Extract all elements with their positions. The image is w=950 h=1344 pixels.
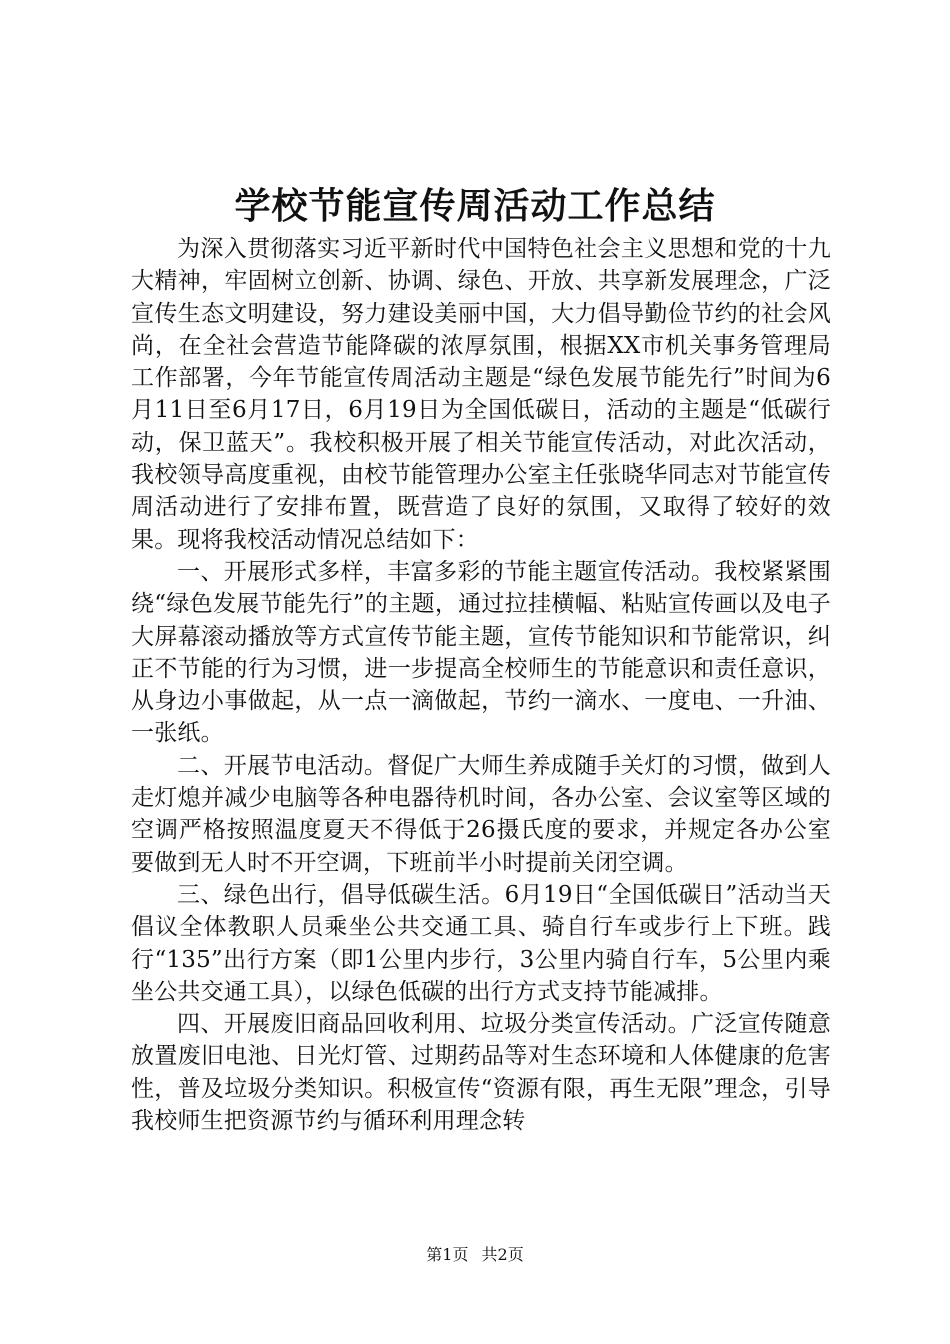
document-body <box>131 233 831 1137</box>
paragraph-section-1: 一、开展形式多样，丰富多彩的节能主题宣传活动。我校紧紧围绕“绿色发展节能先行”的主题，通过拉挂横幅、粘贴宣传画以及电子大屏幕滚动播放等方式宣传节能主题，宣传节能知识和节能常识，纠正不节能的行为习惯，进一步提高全校师生的节能意识和责任意识，从身边小事做起，从一点一滴做起，节约一滴水、一度电、一升油、一张纸。 <box>131 558 831 747</box>
document-title: 学校节能宣传周活动工作总结 <box>234 185 716 227</box>
paragraph-intro: 为深入贯彻落实习近平新时代中国特色社会主义思想和党的十九大精神，牢固树立创新、协调、绿色、开放、共享新发展理念，广泛宣传生态文明建设，努力建设美丽中国，大力倡导勤俭节约的社会风尚，在全社会营造节能降碳的浓厚氛围，根据XX市机关事务管理局工作部署，今年节能宣传周活动主题是“绿色发展节能先行”时间为6月11日至6月17日，6月19日为全国低碳日，活动的主题是“低碳行动，保卫蓝天”。我校积极开展了相关节能宣传活动，对此次活动，我校领导高度重视，由校节能管理办公室主任张晓华同志对节能宣传周活动进行了安排布置，既营造了良好的氛围，又取得了较好的效果。现将我校活动情况总结如下： <box>131 236 831 553</box>
paragraph-section-2: 二、开展节电活动。督促广大师生养成随手关灯的习惯，做到人走灯熄并减少电脑等各种电器待机时间，各办公室、会议室等区域的空调严格按照温度夏天不得低于26摄氏度的要求，并规定各办公室要做到无人时不开空调，下班前半小时提前关闭空调。 <box>131 752 831 876</box>
page-number-total: 共2页 <box>481 1245 524 1264</box>
paragraph-section-3: 三、绿色出行，倡导低碳生活。6月19日“全国低碳日”活动当天倡议全体教职人员乘坐公共交通工具、骑自行车或步行上下班。践行“135”出行方案（即1公里内步行，3公里内骑自行车，5公里内乘坐公共交通工具），以绿色低碳的出行方式支持节能减排。 <box>131 881 831 1005</box>
page-number-current: 第1页 <box>426 1245 469 1264</box>
paragraph-section-4: 四、开展废旧商品回收利用、垃圾分类宣传活动。广泛宣传随意放置废旧电池、日光灯管、过期药品等对生态环境和人体健康的危害性，普及垃圾分类知识。积极宣传“资源有限，再生无限”理念，引导我校师生把资源节约与循环利用理念转 <box>131 1011 831 1135</box>
page-footer <box>0 1244 950 1266</box>
